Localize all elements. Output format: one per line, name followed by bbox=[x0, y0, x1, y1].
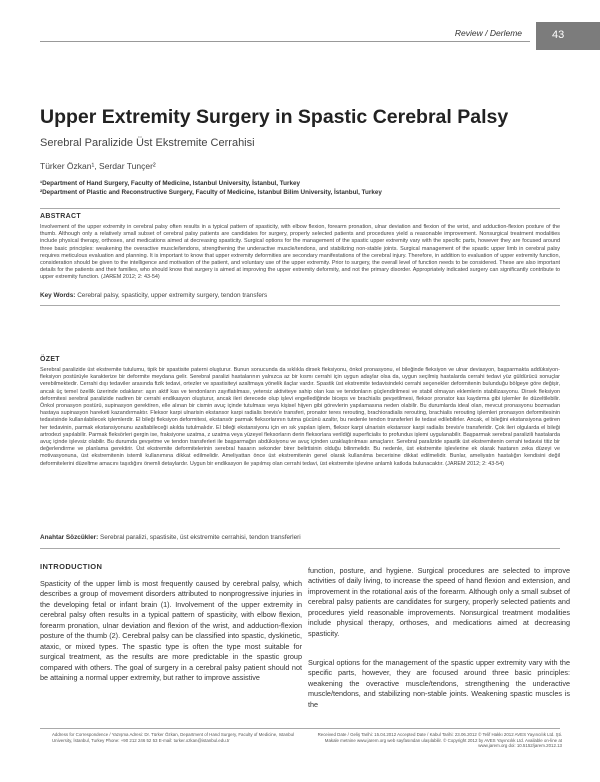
ozet-text: Serebral paralizide üst ekstremite tutulumu, tipik bir spastisite paterni oluşturur. Bunun sonucunda da sıklıkla dirsek fleksiyonu, önkol pronasyonu, el bileğinde fleksiyon ve ulnar deviasyon, başparmakta addüksiyon-fleksiyon postürüyle karakterize bir deformite meydana gelir. Serebral paralizi hastalarının yalnızca az bir kısmı cerrahi için uygun adaylar olsa da, uygun seçilmiş hastalarda cerrahi tedavi yüz güldürücü sonuçlar verebilmektedir. Cerrahi dışı tedaviler arasında fizik tedavi, ortezler ve spastisiteyi azaltmaya yönelik ilaçlar vardır. Spastik üst ekstremite tedavisindeki cerrahi seçenekler deformitenin bulunduğu bölgeye göre değişir, ancak üç temel özellik üzerinde odaklanır: aşırı aktif kas ve tendonların zayıflatılması, yetersiz aktiviteye sahip olan kas ve tendonların güçlendirilmesi ve stabil olmayan eklemlerin stabilizasyonu. Dirsek fleksiyon deformitesi serebral paralizide nadiren bir cerrahi endikasyon oluşturur, ancak ileri derecede olup işlevi engellediğinde biceps ve brachialis gevşetilmesi, fleksor pronator kas kaydırma gibi işlemler ile düzeltilebilir. Önkol pronasyon postürü, supinasyon gerektiren, elle alınan bir cismin avuç içinde tutulması veya kişisel hijyen gibi görevlerin yapılamasına neden olabilir. Bu durumlarda ideal olan, mevcut pronasyonu bozmadan hastaya supinasyon hareketi kazandırmaktır. Fleksor karpi ulnarisin ekstansor karpi radialis brevis'e transferi, pronator teres rerouting, brachioradialis rerouting, brachialis rerouting işlemleri pronasyon deformitesinin tedavisinde kullanılabilecek işlemlerdir. El bileği fleksiyon deformitesi, ekstansör parmak fleksorlarının tutma gücünü azaltır, bu nedenle tendon transferleri ile tedavi edilebilirler. Ancak, el bileğini ekstansiyona getiren her tedavinin, parmak ekstansiyonunu azaltabileceği akılda tutulmalıdır. El bileği ekstansiyonu için en sık yapılan işlem, fleksor karpi ulnarisin ekstansor karpi radialis brevis'e transferidir. Çok ileri olgularda el bileği artrodezi yapılabilir. Parmak fleksörleri gergin ise, fraksiyone uzatma, z uzatma veya yüzeyel fleksorların derin fleksorlara verildiği superficialis to profundus işlemi uygulanabilir. Başparmak serebral paralizili hastalarda avuç içinde işlevsiz olabilir. Bu durumda gevşetme ve tendon transferleri ile başparmağın abdüksiyonu ve avuç içinden uzaklaştırılması amaçlanır. Serebral paralizide spastik üst ekstremitenin cerrahi tedavisi titiz bir değerlendirme ve planlama gerektirir. Üst ekstremite deformitelerinin serebral hasarın sekonder birer belirtisinin olduğu bilinmelidir. Bu nedenle, üst ekstremite işlevlerine ek olarak hastanın zeka düzeyi ve motivasyonuna, üst ekstremitenin istemli kullanımına dikkat edilmelidir. Ameliyattan önce üst ekstremitenin genel olarak kullanılma becerisine dikkat edilmelidir. Bunlar, ameliyatın hastalığın kendisini değil deformitelerini düzeltme amacını taşıdığını önemli detaylardır. Uygun bir endikasyon ile yapılmış olan cerrahi tedavi, üst ekstremite işlevine anlamlı katkıda bulunacaktır. (JAREM 2012; 2: 43-54) bbox=[40, 367, 560, 467]
section-label: Review / Derleme bbox=[454, 28, 522, 38]
abstract-heading: ABSTRACT bbox=[40, 213, 81, 220]
abstract-keywords bbox=[40, 292, 560, 299]
publication-info: Received Date / Geliş Tarihi: 15.04.2012 Accepted Date / Kabul Tarihi: 23.06.2012 © Telif Hakkı 2012 AVES Yayıncılık Ltd. Şti. Makale metnine www.jarem.org web sayfasından ulaşılabilir. © Copyright 2012 by AVES Yayıncılık Ltd. Available on-line at www.jarem.org doi: 10.5152/jarem.2012.13 bbox=[317, 732, 562, 749]
page-number: 43 bbox=[536, 22, 600, 50]
ozet-bottom-rule bbox=[40, 548, 560, 549]
correspondence-address: Address for Correspondence / Yazışma Adresi: Dr. Türker Özkan, Department of Hand Surgery, Faculty of Medicine, Istanbul University, İstanbul, Turkey Phone: +90 212 246 52 53 E-mail: turker.ozkan@istanbul.edu.tr bbox=[52, 732, 294, 743]
keywords-text: Cerebral palsy, spasticity, upper extremity surgery, tendon transfers bbox=[77, 292, 268, 299]
intro-right-column-1: function, posture, and hygiene. Surgical procedures are selected to improve activities of daily living, to increase the speed of hand flexion and extension, and improvement in the rotational axis of the forearm. Although only a small subset of cerebral palsy patients are candidates for surgery, properly selected patients and procedures yield reasonable improvements. Nonsurgical treatment modalities include physical therapy, orthoses, and medications aimed at decreasing spasticity. bbox=[308, 566, 570, 638]
affiliation-1: ¹Department of Hand Surgery, Faculty of Medicine, Istanbul University, İstanbul, Turkey bbox=[40, 180, 300, 187]
ozet-keywords-label: Anahtar Sözcükler: bbox=[40, 534, 99, 541]
intro-right-column-2: Surgical options for the management of the spastic upper extremity vary with the specific parts, however, they are focused around three basic principles: weakening the overactive muscle/tendons, strengthening the underactive muscle/tendons, and stabilizing non-stable joints. Weakening spastic muscles is the bbox=[308, 658, 570, 709]
author-list: Türker Özkan¹, Serdar Tunçer² bbox=[40, 161, 156, 171]
ozet-heading: ÖZET bbox=[40, 356, 60, 363]
keywords-label: Key Words: bbox=[40, 292, 76, 299]
page-header bbox=[0, 22, 600, 50]
abstract-top-rule bbox=[40, 208, 560, 209]
affiliation-2: ²Department of Plastic and Reconstructive Surgery, Faculty of Medicine, Istanbul Bilim University, İstanbul, Turkey bbox=[40, 189, 382, 196]
ozet-keywords-text: Serebral paralizi, spastisite, üst ekstremite cerrahisi, tendon transferleri bbox=[100, 534, 301, 541]
article-subtitle: Serebral Paralizide Üst Ekstremite Cerrahisi bbox=[40, 137, 255, 149]
footer-rule bbox=[40, 728, 560, 729]
intro-left-column: Spasticity of the upper limb is most frequently caused by cerebral palsy, which describes a group of movement disorders attributed to nonprogressive injuries in the developing fetal or infant brain (1). Involvement of the upper extremity in cerebral palsy often results in a typical pattern of spasticity, with elbow flexion, forearm pronation, ulnar deviation and flexion of the wrist, and adduction-flexion posture of the thumb (2). Cerebral palsy can be classified into spastic, dyskinetic, ataxic, or mixed types. The spastic type is often the type most suitable for surgical treatment, as the results are more predictable in the spastic group compared with others. The goal of surgery in a cerebral palsy patient should not be attaining a normal upper extremity, but rather to improve assistive bbox=[40, 579, 302, 683]
article-title: Upper Extremity Surgery in Spastic Cerebral Palsy bbox=[40, 106, 509, 128]
abstract-divider bbox=[40, 305, 560, 306]
intro-heading: INTRODUCTION bbox=[40, 562, 103, 571]
ozet-keywords bbox=[40, 534, 560, 541]
abstract-text: Involvement of the upper extremity in cerebral palsy often results in a typical pattern of spasticity, with elbow flexion, forearm pronation, ulnar deviation and flexion of the wrist, and adduction-flexion posture of the thumb. Although only a relatively small subset of cerebral palsy patients are candidates for surgery, properly selected patients and procedures yield a reasonable improvement. Nonsurgical treatment modalities include physical therapy, orthoses, and medications aimed at decreasing spasticity. Surgical options for the management of the spastic upper extremity vary with the specific parts, however they are focused around three basic principles: weakening the overactive muscle/tendons, strengthening the underactive muscle/tendons, and stabilizing non-stable joints. Surgical management of the spastic upper limb in cerebral palsy requires meticulous evaluation and planning. It is important to know that upper extremity deformities are secondary manifestations of the cerebral injury. Therefore, in addition to evaluation of upper extremity function, consideration should be given to the intelligence and motivation of the patient, and voluntary use of the upper extremity. Prior to surgery, the overall level of function needs to be considered. These are also important details for the patients and their families, who should know that surgery is aimed at improving the upper extremity deformity, and not the primary disorder. Appropriately indicated surgery can significantly contribute to upper extremity function. (JAREM 2012; 2: 43-54) bbox=[40, 224, 560, 281]
header-rule bbox=[40, 41, 530, 42]
